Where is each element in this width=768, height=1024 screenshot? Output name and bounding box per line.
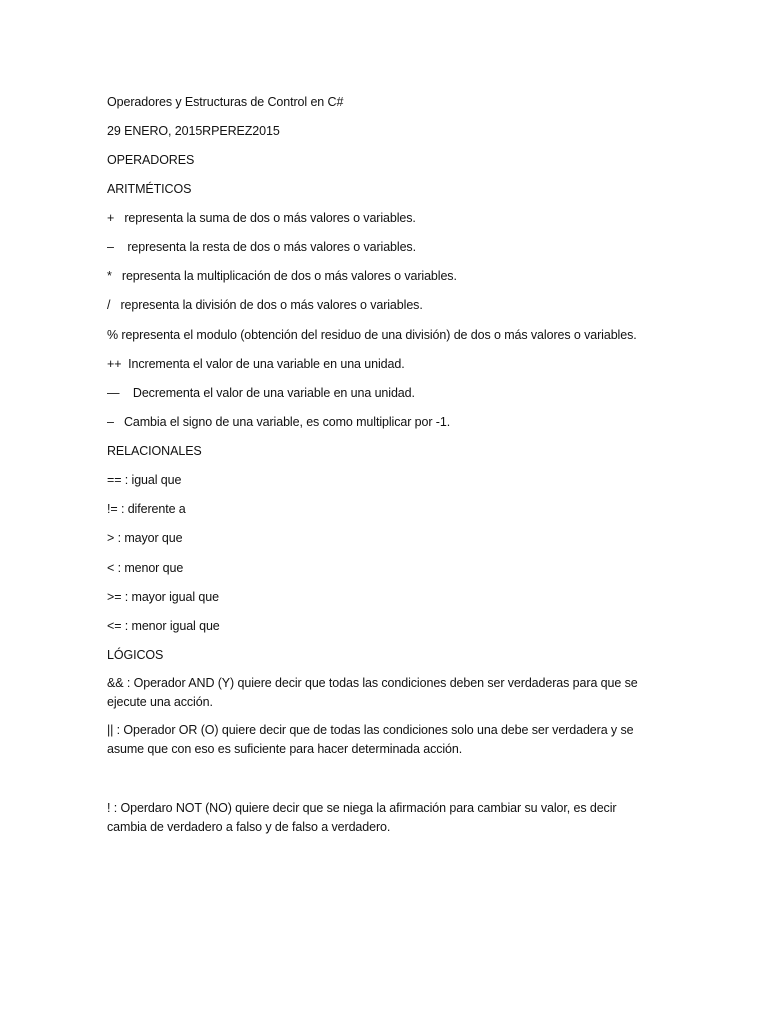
document-title: Operadores y Estructuras de Control en C# xyxy=(107,95,344,109)
logical-and-line: ejecute una acción. xyxy=(107,694,213,709)
date-author-line: 29 ENERO, 2015RPEREZ2015 xyxy=(107,124,280,138)
logical-or-line: || : Operador OR (O) quiere decir que de todas las condiciones solo una debe ser verdadera y se xyxy=(107,723,634,737)
arithmetic-item-subtract: – representa la resta de dos o más valores o variables. xyxy=(107,240,416,254)
arithmetic-item-modulo: % representa el modulo (obtención del residuo de una división) de dos o más valores o variables. xyxy=(107,328,637,342)
arithmetic-item-divide: / representa la división de dos o más valores o variables. xyxy=(107,298,423,312)
arithmetic-item-increment: ++ Incrementa el valor de una variable en una unidad. xyxy=(107,357,405,371)
relational-item-less-equal: <= : menor igual que xyxy=(107,619,220,633)
relational-item-not-equal: != : diferente a xyxy=(107,502,186,516)
relational-item-less: < : menor que xyxy=(107,561,184,575)
logical-and-paragraph xyxy=(107,674,657,711)
arithmetic-item-multiply: * representa la multiplicación de dos o más valores o variables. xyxy=(107,269,457,283)
logical-not-line: cambia de verdadero a falso y de falso a verdadero. xyxy=(107,819,391,834)
arithmetic-item-negate: – Cambia el signo de una variable, es como multiplicar por -1. xyxy=(107,415,451,429)
heading-relacionales: RELACIONALES xyxy=(107,444,202,458)
logical-or-line: asume que con eso es suficiente para hacer determinada acción. xyxy=(107,741,463,756)
section-heading-operadores: OPERADORES xyxy=(107,153,195,167)
relational-item-equal: == : igual que xyxy=(107,473,182,487)
heading-aritmeticos: ARITMÉTICOS xyxy=(107,182,192,196)
logical-not-line: ! : Operdaro NOT (NO) quiere decir que se niega la afirmación para cambiar su valor, es decir xyxy=(107,801,617,815)
heading-logicos: LÓGICOS xyxy=(107,648,164,662)
relational-item-greater: > : mayor que xyxy=(107,531,183,545)
arithmetic-item-decrement: — Decrementa el valor de una variable en una unidad. xyxy=(107,386,415,400)
logical-and-line: && : Operador AND (Y) quiere decir que todas las condiciones deben ser verdaderas para que se xyxy=(107,676,638,690)
arithmetic-item-sum: + representa la suma de dos o más valores o variables. xyxy=(107,211,416,225)
logical-not-paragraph xyxy=(107,799,657,836)
logical-or-paragraph xyxy=(107,721,657,758)
relational-item-greater-equal: >= : mayor igual que xyxy=(107,590,219,604)
